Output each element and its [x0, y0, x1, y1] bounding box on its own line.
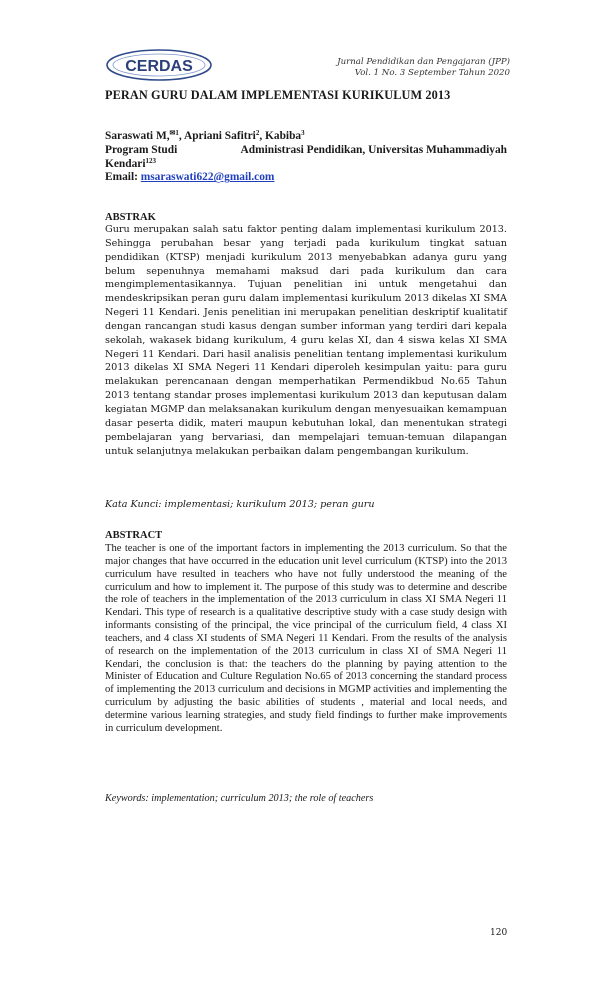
- author-line: [105, 130, 507, 144]
- abstrak-heading: ABSTRAK: [105, 212, 156, 223]
- author-1: Saraswati M,: [105, 130, 170, 142]
- author-1-sup: ✉1: [169, 129, 179, 137]
- abstract-keywords: Keywords: implementation; curriculum 2013; the role of teachers: [105, 793, 374, 804]
- journal-header: [337, 57, 510, 79]
- email-line: [105, 171, 507, 185]
- journal-name: Jurnal Pendidikan dan Pengajaran (JPP): [337, 57, 510, 67]
- author-3: , Kabiba: [259, 130, 302, 142]
- author-3-sup: 3: [301, 129, 305, 137]
- affiliation-city: [105, 158, 507, 172]
- city-sup: 123: [145, 156, 157, 165]
- cerdas-logo: [104, 47, 214, 83]
- page-number: 120: [490, 928, 508, 938]
- program-name: Administrasi Pendidikan, Universitas Muhammadiyah: [240, 143, 507, 156]
- affiliation-line: [105, 144, 507, 158]
- logo-text: CERDAS: [125, 58, 193, 75]
- email-label: Email:: [105, 171, 141, 184]
- author-block: [105, 130, 507, 185]
- abstract-text: The teacher is one of the important factors in implementing the 2013 curriculum. So that the major changes that have occurred in the education unit level curriculum (KTSP) into the 2013 curriculum have resulted in teachers who have not fully understood the meaning of the curriculum and how to implement it. The purpose of this study was to determine and describe the role of teachers in the implementation of the 2013 curriculum in class XI SMA Negeri 11 Kendari. This type of research is a qualitative descriptive study with a case study design with informants consisting of the principal, the vice principal of the curriculum field, 4 class XI teachers, and 4 class XI students of SMA Negeri 11 Kendari. From the results of the analysis of research on the implementation of the 2013 curriculum in class XI of SMA Negeri 11 Kendari, the conclusion is that: the teachers do the planning by paying attention to the Minister of Education and Culture Regulation No.65 of 2013 concerning the standard process of implementing the 2013 curriculum and decisions in MGMP activities and implementing the curriculum by adjusting the basic abilities of students , material and local needs, and determine various learning strategies, and study field findings to further make improvements in curriculum development.: [105, 543, 507, 734]
- journal-issue: Vol. 1 No. 3 September Tahun 2020: [354, 68, 510, 78]
- abstract-heading: ABSTRACT: [105, 530, 163, 541]
- program-label: Program Studi: [105, 143, 178, 156]
- abstrak-text: Guru merupakan salah satu faktor penting dalam implementasi kurikulum 2013. Sehingga perubahan besar yang terjadi pada kurikulum tingkat satuan pendidikan (KTSP) menjadi kurikulum 2013 menyebabkan adanya guru yang belum sepenuhnya memahami maksud dari pada kurikulum dan cara mengimplementasikannya. Tujuan penelitian ini untuk mengetahui dan mendeskripsikan peran guru dalam implementasi kurikulum 2013 dikelas XI SMA Negeri 11 Kendari. Jenis penelitian ini merupakan penelitian deskriptif kualitatif dengan rancangan studi kasus dengan sumber informan yang terdiri dari kepala sekolah, wakasek bidang kurikulum, 4 guru kelas XI, dan 4 siswa kelas XI SMA Negeri 11 Kendari. Dari hasil analisis penelitian tentang implementasi kurikulum 2013 dikelas XI SMA Negeri 11 Kendari diperoleh kesimpulan yaitu: para guru melakukan perencanaan dengan memperhatikan Permendikbud No.65 Tahun 2013 tentang standar proses implementasi kurikulum 2013 dan keputusan dalam kegiatan MGMP dan melaksanakan kurikulum dengan menyesuaikan kemampuan dasar peserta didik, materi maupun kebutuhan lokal, dan menentukan strategi pembelajaran yang bervariasi, dan mempelajari temuan-temuan dilapangan untuk selanjutnya melakukan perbaikan dalam pengembangan kurikulum.: [105, 224, 507, 457]
- email-link[interactable]: msaraswati622@gmail.com: [140, 171, 275, 184]
- author-2: , Apriani Safitri: [178, 130, 256, 142]
- city: Kendari: [105, 157, 146, 170]
- abstrak-keywords: Kata Kunci: implementasi; kurikulum 2013; peran guru: [105, 499, 375, 510]
- paper-title: PERAN GURU DALAM IMPLEMENTASI KURIKULUM 2013: [105, 88, 451, 102]
- author-2-sup: 2: [255, 129, 260, 137]
